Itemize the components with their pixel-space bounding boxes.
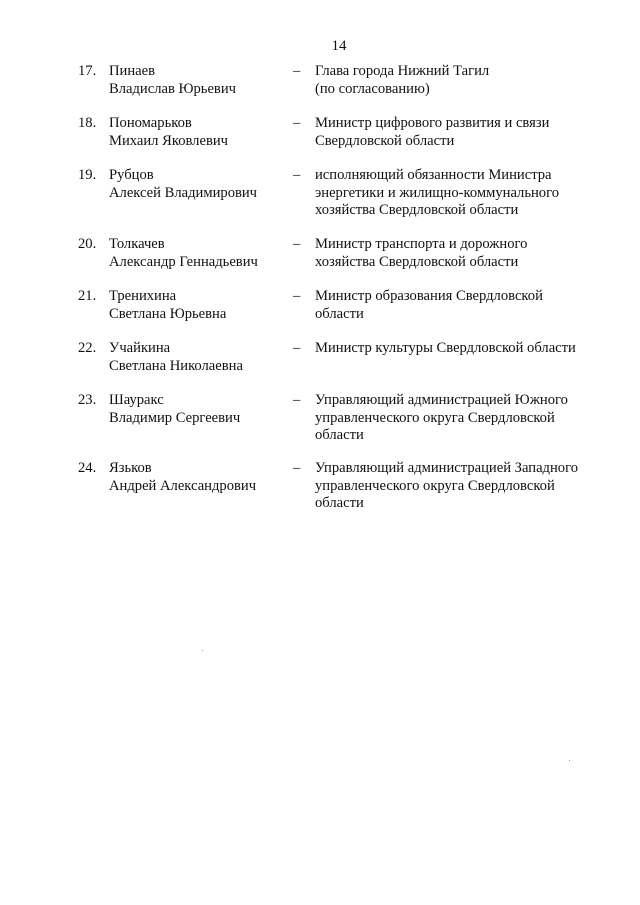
position-title bbox=[315, 392, 605, 445]
dash-separator: – bbox=[293, 167, 301, 183]
scan-speck bbox=[569, 760, 570, 761]
person-name bbox=[109, 392, 289, 427]
role-line: Министр цифрового развития и связи bbox=[315, 115, 550, 131]
entry-number: 19. bbox=[78, 167, 97, 183]
entry-number: 22. bbox=[78, 340, 97, 356]
dash-separator: – bbox=[293, 392, 301, 408]
role-line: Управляющий администрацией Южного bbox=[315, 392, 568, 408]
role-line: Министр образования Свердловской bbox=[315, 288, 543, 304]
given-names: Владислав Юрьевич bbox=[109, 80, 236, 97]
position-title bbox=[315, 236, 605, 271]
dash-separator: – bbox=[293, 236, 301, 252]
position-title bbox=[315, 288, 605, 323]
role-line: области bbox=[315, 495, 364, 511]
entry-number: 24. bbox=[78, 460, 97, 476]
person-name bbox=[109, 460, 289, 495]
person-name bbox=[109, 63, 289, 98]
person-name bbox=[109, 236, 289, 271]
surname: Тренихина bbox=[109, 288, 177, 304]
entry-number: 23. bbox=[78, 392, 97, 408]
person-name bbox=[109, 340, 289, 375]
role-line: Свердловской области bbox=[315, 132, 455, 149]
surname: Учайкина bbox=[109, 340, 171, 356]
position-title bbox=[315, 63, 605, 98]
position-title bbox=[315, 340, 605, 358]
entry-number: 17. bbox=[78, 63, 97, 79]
role-line: Управляющий администрацией Западного bbox=[315, 460, 579, 476]
entry-number: 18. bbox=[78, 115, 97, 131]
role-line: области bbox=[315, 427, 364, 443]
position-title bbox=[315, 167, 605, 220]
given-names: Михаил Яковлевич bbox=[109, 132, 228, 149]
role-line: Глава города Нижний Тагил bbox=[315, 63, 490, 79]
surname: Пономарьков bbox=[109, 115, 192, 131]
role-line: Министр культуры Свердловской области bbox=[315, 340, 576, 356]
person-name bbox=[109, 115, 289, 150]
given-names: Александр Геннадьевич bbox=[109, 253, 258, 270]
entry-number: 20. bbox=[78, 236, 97, 252]
surname: Толкачев bbox=[109, 236, 165, 252]
given-names: Светлана Юрьевна bbox=[109, 305, 227, 322]
given-names: Светлана Николаевна bbox=[109, 357, 243, 374]
scan-speck bbox=[202, 650, 203, 651]
entry-number: 21. bbox=[78, 288, 97, 304]
person-name bbox=[109, 288, 289, 323]
position-title bbox=[315, 460, 605, 513]
role-line: Министр транспорта и дорожного bbox=[315, 236, 528, 252]
role-line: управленческого округа Свердловской bbox=[315, 477, 555, 494]
surname: Шауракс bbox=[109, 392, 164, 408]
dash-separator: – bbox=[293, 460, 301, 476]
role-line: (по согласованию) bbox=[315, 80, 430, 97]
role-line: хозяйства Свердловской области bbox=[315, 253, 519, 270]
role-line: исполняющий обязанности Министра bbox=[315, 167, 552, 183]
given-names: Андрей Александрович bbox=[109, 477, 257, 494]
position-title bbox=[315, 115, 605, 150]
page-number: 14 bbox=[331, 38, 347, 54]
role-line: энергетики и жилищно-коммунального bbox=[315, 184, 560, 201]
surname: Пинаев bbox=[109, 63, 156, 79]
dash-separator: – bbox=[293, 115, 301, 131]
dash-separator: – bbox=[293, 288, 301, 304]
given-names: Владимир Сергеевич bbox=[109, 409, 241, 426]
role-line: управленческого округа Свердловской bbox=[315, 409, 555, 426]
role-line: области bbox=[315, 305, 364, 322]
role-line: хозяйства Свердловской области bbox=[315, 202, 519, 218]
person-name bbox=[109, 167, 289, 202]
surname: Язьков bbox=[109, 460, 152, 476]
dash-separator: – bbox=[293, 340, 301, 356]
surname: Рубцов bbox=[109, 167, 154, 183]
given-names: Алексей Владимирович bbox=[109, 184, 258, 201]
dash-separator: – bbox=[293, 63, 301, 79]
